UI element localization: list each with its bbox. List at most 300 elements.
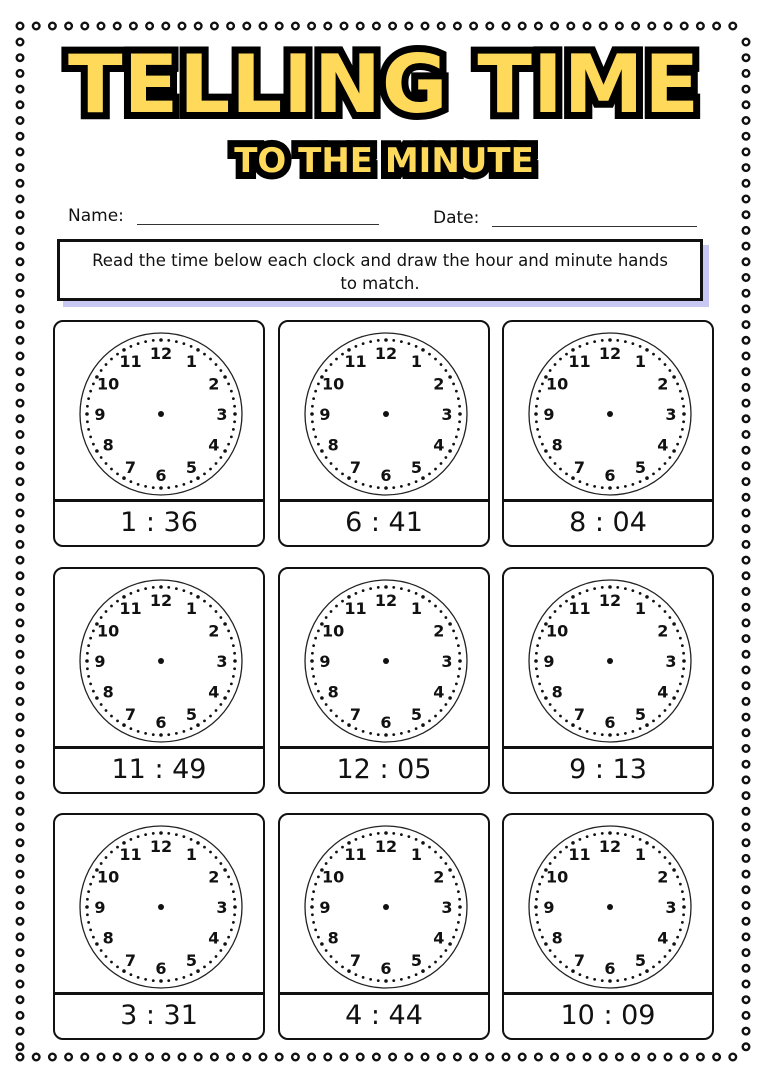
minute-tick [400,485,403,488]
minute-tick [549,703,552,706]
minute-tick [415,480,418,483]
minute-tick [586,342,589,345]
minute-tick [672,375,676,379]
minute-tick [227,383,230,386]
clock-number: 10 [322,867,345,887]
minute-tick [377,486,380,489]
clock-number: 5 [410,704,423,724]
minute-tick [384,486,388,490]
minute-tick [457,921,460,924]
minute-tick [458,652,461,655]
minute-tick [535,667,538,670]
minute-tick [347,841,351,845]
minute-tick [230,435,233,438]
minute-tick [341,472,344,475]
minute-tick [355,727,358,730]
clock-number: 10 [322,621,345,641]
clock-number: 4 [433,435,445,455]
minute-tick [415,592,418,595]
minute-tick [392,832,395,835]
minute-tick [586,835,589,838]
minute-tick [105,856,108,859]
minute-tick [652,600,655,603]
minute-tick [314,682,317,685]
clock-number: 5 [185,950,198,970]
minute-tick [679,637,682,640]
minute-tick [392,586,395,589]
minute-tick [144,833,147,836]
minute-tick [658,715,661,718]
clock-number: 6 [604,959,616,978]
clock-face[interactable] [300,330,472,500]
minute-tick [554,709,557,712]
minute-tick [86,913,89,916]
minute-tick [624,732,627,735]
minute-tick [400,587,403,590]
minute-tick [544,942,548,946]
clock-number: 6 [604,466,616,485]
minute-tick [325,456,328,459]
minute-tick [362,483,365,486]
clock-number: 6 [155,466,167,485]
minute-tick [639,838,642,841]
minute-tick [668,456,671,459]
minute-tick [541,936,544,939]
clock-number: 10 [97,374,120,394]
minute-tick [130,592,133,595]
minute-tick [230,637,233,640]
minute-tick [232,890,235,893]
minute-tick [586,730,589,733]
minute-tick [182,483,185,486]
minute-tick [144,978,147,981]
minute-tick [110,358,113,361]
minute-tick [167,339,170,342]
clock-center-dot [158,904,164,910]
minute-tick [407,976,410,979]
minute-tick [312,890,315,893]
minute-tick [658,851,661,854]
minute-tick [682,913,685,916]
minute-tick [95,449,99,453]
minute-tick [159,486,163,490]
minute-tick [232,428,235,431]
minute-tick [347,348,351,352]
minute-tick [384,338,388,342]
minute-tick [100,616,103,619]
clock-time-label: 9 : 13 [504,746,712,792]
minute-tick [182,589,185,592]
minute-tick [89,883,92,886]
minute-tick [534,659,538,663]
minute-tick [444,456,447,459]
clock-number: 12 [149,344,173,363]
clock-number: 8 [327,682,339,702]
minute-tick [536,644,539,647]
minute-tick [330,363,333,366]
clock-center-dot [607,411,613,417]
minute-tick [593,978,596,981]
minute-tick [541,876,544,879]
minute-tick [672,696,676,700]
clock-number: 3 [441,405,453,424]
clock-face[interactable] [75,823,247,993]
minute-tick [608,733,612,737]
minute-tick [325,949,328,952]
minute-tick [320,696,324,700]
date-label: Date: [433,208,480,228]
minute-tick [593,587,596,590]
minute-tick [167,979,170,982]
minute-tick [92,690,95,693]
minute-tick [652,472,655,475]
clock-card [502,567,714,794]
minute-tick [105,955,108,958]
minute-tick [203,965,206,968]
minute-tick [233,905,237,909]
minute-tick [664,462,667,465]
minute-tick [415,838,418,841]
minute-tick [105,462,108,465]
minute-tick [535,405,538,408]
minute-tick [608,338,612,342]
minute-tick [681,644,684,647]
minute-tick [392,486,395,489]
minute-tick [219,949,222,952]
minute-tick [314,435,317,438]
minute-tick [233,898,236,901]
clock-number: 8 [551,928,563,948]
minute-tick [682,412,686,416]
minute-tick [421,348,425,352]
clock-number: 7 [349,457,362,477]
minute-tick [534,412,538,416]
clock-number: 4 [208,435,220,455]
minute-tick [130,727,133,730]
minute-tick [116,719,119,722]
minute-tick [230,883,233,886]
clock-face[interactable] [75,330,247,500]
minute-tick [92,630,95,633]
minute-tick [355,592,358,595]
minute-tick [110,605,113,608]
minute-tick [355,838,358,841]
minute-tick [457,397,460,400]
minute-tick [215,462,218,465]
minute-tick [458,659,462,663]
minute-tick [116,965,119,968]
minute-tick [310,659,314,663]
clock-number: 4 [433,928,445,948]
minute-tick [152,733,155,736]
clock-face[interactable] [300,823,472,993]
minute-tick [407,730,410,733]
clock-number: 3 [441,898,453,917]
clock-card [53,567,265,794]
clock-number: 1 [410,599,423,619]
minute-tick [362,342,365,345]
minute-tick [144,340,147,343]
clock-number: 1 [634,845,647,865]
minute-tick [458,898,461,901]
minute-tick [658,358,661,361]
minute-tick [631,483,634,486]
minute-tick [679,682,682,685]
minute-tick [130,973,133,976]
minute-tick [652,965,655,968]
minute-tick [209,851,212,854]
clock-number: 9 [319,652,331,671]
minute-tick [681,675,684,678]
clock-number: 2 [208,374,220,394]
minute-tick [536,428,539,431]
clock-face[interactable] [524,823,696,993]
minute-tick [400,732,403,735]
minute-tick [335,468,338,471]
minute-tick [144,485,147,488]
minute-tick [377,339,380,342]
minute-tick [355,480,358,483]
clock-card [278,567,490,794]
minute-tick [624,978,627,981]
minute-tick [579,592,582,595]
minute-tick [455,682,458,685]
clock-number: 1 [410,352,423,372]
minute-tick [175,587,178,590]
minute-tick [538,435,541,438]
minute-tick [534,905,538,909]
minute-tick [631,835,634,838]
minute-tick [658,468,661,471]
clock-number: 7 [124,457,137,477]
minute-tick [652,353,655,356]
minute-tick [440,709,443,712]
minute-tick [658,605,661,608]
minute-tick [377,979,380,982]
minute-tick [448,622,452,626]
minute-tick [541,630,544,633]
minute-tick [392,733,395,736]
minute-tick [312,397,315,400]
minute-tick [87,644,90,647]
minute-tick [455,435,458,438]
minute-tick [190,727,193,730]
minute-tick [428,719,431,722]
minute-tick [175,485,178,488]
clock-number: 2 [657,867,669,887]
clock-number: 1 [410,845,423,865]
clock-card [278,320,490,547]
clock-center-dot [158,658,164,664]
minute-tick [645,595,649,599]
minute-tick [672,622,676,626]
minute-tick [554,610,557,613]
minute-tick [616,486,619,489]
minute-tick [92,876,95,879]
minute-tick [645,348,649,352]
clock-face[interactable] [300,577,472,747]
minute-tick [536,890,539,893]
minute-tick [681,397,684,400]
minute-tick [457,428,460,431]
minute-tick [116,472,119,475]
minute-tick [664,709,667,712]
clock-number: 1 [634,599,647,619]
clock-number: 10 [97,621,120,641]
minute-tick [455,928,458,931]
minute-tick [428,472,431,475]
minute-tick [137,342,140,345]
minute-tick [219,456,222,459]
clock-number: 7 [573,950,586,970]
minute-tick [182,835,185,838]
minute-tick [668,703,671,706]
clock-face[interactable] [75,577,247,747]
clock-number: 12 [598,837,622,856]
minute-tick [312,644,315,647]
minute-tick [362,730,365,733]
minute-tick [369,340,372,343]
minute-tick [137,589,140,592]
minute-tick [215,955,218,958]
minute-tick [458,667,461,670]
minute-tick [317,443,320,446]
clock-center-dot [383,904,389,910]
minute-tick [601,733,604,736]
minute-tick [668,862,671,865]
minute-tick [110,851,113,854]
minute-tick [92,443,95,446]
minute-tick [105,363,108,366]
minute-tick [679,390,682,393]
clock-face[interactable] [524,330,696,500]
clock-number: 9 [543,652,555,671]
minute-tick [95,942,99,946]
minute-tick [444,703,447,706]
clock-number: 12 [598,591,622,610]
minute-tick [227,936,230,939]
minute-tick [122,348,126,352]
clock-number: 5 [634,950,647,970]
minute-tick [616,733,619,736]
minute-tick [362,589,365,592]
minute-tick [317,630,320,633]
clock-card [278,813,490,1040]
minute-tick [232,644,235,647]
minute-tick [448,696,452,700]
minute-tick [536,921,539,924]
clock-number: 2 [657,374,669,394]
minute-tick [639,592,642,595]
minute-tick [544,449,548,453]
minute-tick [369,485,372,488]
clock-number: 7 [349,950,362,970]
minute-tick [616,832,619,835]
minute-tick [311,913,314,916]
minute-tick [434,851,437,854]
clock-number: 3 [665,898,677,917]
minute-tick [549,616,552,619]
minute-tick [105,610,108,613]
minute-tick [541,690,544,693]
date-field[interactable] [492,226,697,227]
minute-tick [175,340,178,343]
minute-tick [196,595,200,599]
minute-tick [152,979,155,982]
minute-tick [616,586,619,589]
minute-tick [144,587,147,590]
minute-tick [87,428,90,431]
minute-tick [314,928,317,931]
minute-tick [223,942,227,946]
minute-tick [87,397,90,400]
minute-tick [100,456,103,459]
clock-number: 11 [344,352,367,372]
minute-tick [457,890,460,893]
minute-tick [593,340,596,343]
minute-tick [455,637,458,640]
minute-tick [203,719,206,722]
minute-tick [335,851,338,854]
minute-tick [175,978,178,981]
minute-tick [159,979,163,983]
minute-tick [167,586,170,589]
minute-tick [421,595,425,599]
minute-tick [440,462,443,465]
minute-tick [182,730,185,733]
minute-tick [440,955,443,958]
minute-tick [159,338,163,342]
clock-number: 7 [349,704,362,724]
minute-tick [608,585,612,589]
clock-number: 8 [327,928,339,948]
minute-tick [682,905,686,909]
minute-tick [448,942,452,946]
minute-tick [100,862,103,865]
minute-tick [137,730,140,733]
minute-tick [233,913,236,916]
minute-tick [407,342,410,345]
minute-tick [407,589,410,592]
minute-tick [549,862,552,865]
clock-number: 10 [97,867,120,887]
minute-tick [624,587,627,590]
minute-tick [676,383,679,386]
name-field[interactable] [137,224,379,225]
minute-tick [105,709,108,712]
minute-tick [86,898,89,901]
clock-face[interactable] [524,577,696,747]
minute-tick [676,443,679,446]
clock-number: 12 [149,837,173,856]
minute-tick [541,443,544,446]
minute-tick [232,675,235,678]
minute-tick [110,468,113,471]
minute-tick [314,637,317,640]
minute-tick [182,342,185,345]
page-subtitle: TO THE MINUTE [234,141,534,181]
minute-tick [86,420,89,423]
minute-tick [317,876,320,879]
clock-number: 10 [546,867,569,887]
minute-tick [233,652,236,655]
minute-tick [559,605,562,608]
minute-tick [428,965,431,968]
clock-number: 12 [374,344,398,363]
minute-tick [335,605,338,608]
clock-number: 11 [344,845,367,865]
minute-tick [400,833,403,836]
